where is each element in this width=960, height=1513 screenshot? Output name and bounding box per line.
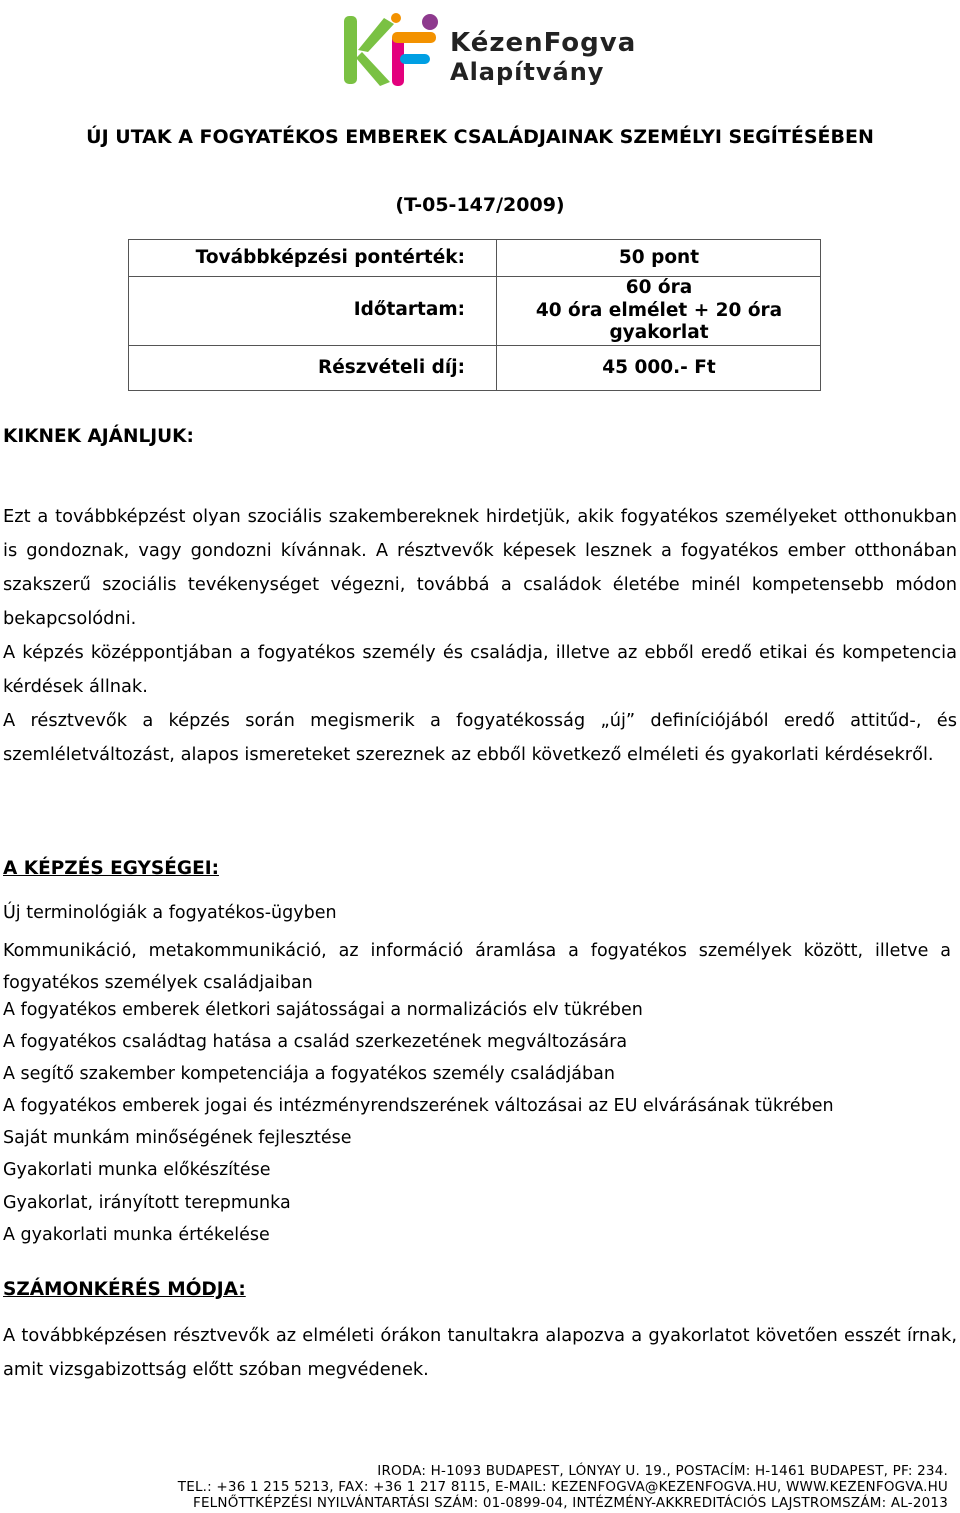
outcome-paragraph: A résztvevők a képzés során megismerik a fogyatékosság „új” definíciójából eredő attitűd-, és szemléletváltozást, alapos ismereteket szereznek az ebből következő elméleti és gyakorlati kérdésekről. [3,710,957,765]
target-audience-heading: KIKNEK AJÁNLJUK: [3,426,194,447]
list-item: Új terminológiák a fogyatékos-ügyben [3,903,337,923]
logo-name-line2: Alapítvány [450,58,605,86]
list-item: A fogyatékos családtag hatása a család szerkezetének megváltozására [3,1032,628,1052]
list-item: Gyakorlat, irányított terepmunka [3,1193,291,1213]
duration-value-line3: gyakorlat [609,322,709,343]
foundation-logo [340,8,637,88]
list-item: A gyakorlati munka értékelése [3,1225,270,1245]
duration-value-line2: 40 óra elmélet + 20 óra [535,299,783,321]
duration-label: Időtartam: [353,299,465,320]
assessment-heading: SZÁMONKÉRÉS MÓDJA: [3,1279,246,1300]
assessment-paragraph: A továbbképzésen résztvevők az elméleti órákon tanultakra alapozva a gyakorlatot követően esszét írnak, amit vizsgabizottság előtt szóban megvédenek. [3,1325,957,1380]
credit-points-value: 50 pont [618,247,700,268]
duration-value-line1: 60 óra [625,277,693,298]
course-code: (T-05-147/2009) [395,194,565,216]
list-item: A fogyatékos emberek jogai és intézményrendszerének változásai az EU elvárásának tükrében [3,1096,834,1116]
footer-registration: FELNŐTTKÉPZÉSI NYILVÁNTARTÁSI SZÁM: 01-0899-04, INTÉZMÉNY-AKKREDITÁCIÓS LAJSTROMSZÁM: AL-2013 [192,1495,948,1511]
document-title: ÚJ UTAK A FOGYATÉKOS EMBEREK CSALÁDJAINAK SZEMÉLYI SEGÍTÉSÉBEN [86,126,874,148]
list-item: Saját munkám minőségének fejlesztése [3,1128,352,1148]
course-info-table [128,239,821,391]
logo-name-line1: KézenFogva [450,28,637,58]
list-item: Kommunikáció, metakommunikáció, az információ áramlása a fogyatékos személyek között, illetve a fogyatékos személyek családjaiban [3,941,951,993]
list-item: A fogyatékos emberek életkori sajátosságai a normalizációs elv tükrében [3,1000,643,1020]
list-item: Gyakorlati munka előkészítése [3,1160,271,1180]
fee-value: 45 000.- Ft [602,357,716,378]
footer-address: IRODA: H-1093 BUDAPEST, LÓNYAY U. 19., POSTACÍM: H-1461 BUDAPEST, PF: 234. [377,1463,948,1479]
intro-paragraph: Ezt a továbbképzést olyan szociális szakembereknek hirdetjük, akik fogyatékos személyeket otthonukban is gondoznak, vagy gondozni kívánnak. A résztvevők képesek lesznek a fogyatékos ember otthonában szakszerű szociális tevékenységet végezni, továbbá a családok életébe minél kompetensebb módon bekapcsolódni. [3,506,957,629]
list-item: A segítő szakember kompetenciája a fogyatékos személy családjában [3,1064,615,1084]
footer-contact: TEL.: +36 1 215 5213, FAX: +36 1 217 8115, E-MAIL: KEZENFOGVA@KEZENFOGVA.HU, WWW.KEZENFOGVA.HU [177,1479,948,1495]
fee-label: Részvételi díj: [317,357,465,378]
credit-points-label: Továbbképzési pontérték: [195,247,465,268]
kf-logo-mark-icon [340,8,450,88]
training-units-heading: A KÉPZÉS EGYSÉGEI: [3,858,219,879]
focus-paragraph: A képzés középpontjában a fogyatékos személy és családja, illetve az ebből eredő etikai és kompetencia kérdések állnak. [3,642,957,697]
